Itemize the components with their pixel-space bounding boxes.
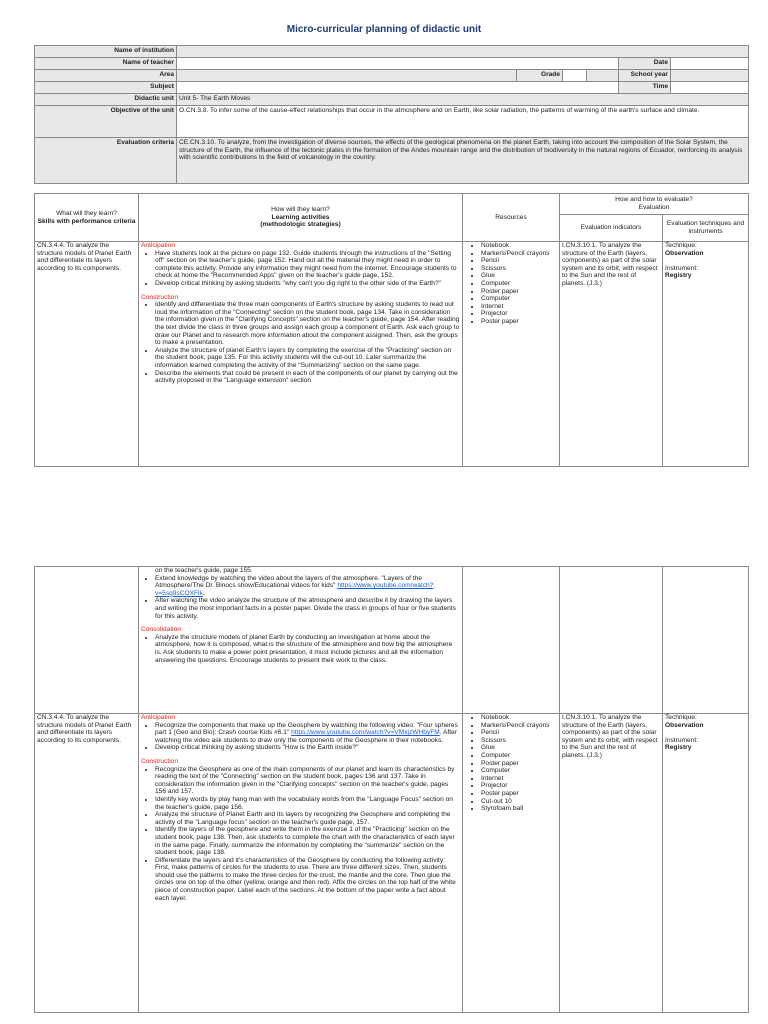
resource-item: • Notebook bbox=[481, 714, 557, 722]
construction-list-cont bbox=[141, 575, 460, 621]
header-row bbox=[35, 194, 749, 215]
video-text: Extend knowledge by watching the video about the layers of the atmosphere. "Layers of the Atmosphere/The Dr. Binocs show/Educational videos for kids" bbox=[155, 574, 422, 590]
learning-header bbox=[139, 194, 463, 242]
anticipation-list bbox=[141, 250, 460, 288]
objective-label: Objective of the unit bbox=[35, 106, 177, 138]
list-item: • Identify and differentiate the three main components of Earth's structure by asking students to read out loud the information of the "Connecting" section on the student book, page 134. Take in consideration the information given in the "Clarifying Concepts" section on the teacher's guide, page 154. After reading the text divide the class in three groups and assign each group a component of Earth. Ask each group to draw our Planet and to research more information about the component assigned. Then, ask the groups to make a presentation. bbox=[155, 301, 460, 347]
unit-label: Didactic unit bbox=[35, 94, 177, 106]
criteria-row bbox=[35, 138, 749, 184]
objective-value: O.CN.3.8. To infer some of the cause-effect relationships that occur in the atmosphere and on Earth, like solar radiation, the patterns of warming of the earth's surface and climate. bbox=[177, 106, 749, 138]
resource-item: • Poster paper bbox=[481, 790, 557, 798]
instrument-value: Registry bbox=[665, 272, 692, 280]
table-row bbox=[35, 567, 749, 714]
learning-title: Learning activities bbox=[271, 213, 330, 221]
phase-consolidation: Consolidation bbox=[141, 626, 181, 634]
resource-item: • Computer bbox=[481, 767, 557, 775]
list-item: • After watching the video analyze the structure of the atmosphere and describe it by drawing the layers and writing the most important facts in a poster paper. Divide the class in groups of four or five students for this activity. bbox=[155, 597, 460, 620]
area-spacer bbox=[587, 70, 619, 82]
resource-item: • Poster paper bbox=[481, 288, 557, 296]
resource-item: • Pencil bbox=[481, 257, 557, 265]
resources-cell bbox=[463, 242, 560, 467]
institution-row bbox=[35, 46, 749, 58]
technique-label: Technique: bbox=[665, 714, 697, 721]
grade-value bbox=[563, 70, 587, 82]
resource-item: • Scissors bbox=[481, 265, 557, 273]
list-item: • Describe the elements that could be present in each of the components of our planet by carrying out the activity proposed in the "Language extension" section bbox=[155, 370, 460, 385]
subject-row bbox=[35, 82, 749, 94]
list-item: • Recognize the Geosphere as one of the main components of our planet and learn its characteristics by reading the text of the "Connecting" section on the student book, pages 136 and 137. Take in consideration the information given in the "Clarifying concepts" section on the teacher's guide, pages 156 and 157. bbox=[155, 766, 460, 796]
list-item: • Analyze the structure of planet Earth's layers by completing the exercise of the "Practicing" section on the student book, page 135. For this activity students will the cut-out 10. Later summarize the information learned completing the activity of the "Summarizing" section on the same page. bbox=[155, 347, 460, 370]
teacher-row bbox=[35, 58, 749, 70]
instrument-label: Instrument: bbox=[665, 736, 698, 744]
learning-question: How will they learn? bbox=[271, 206, 330, 214]
skill-cell: CN.3.4.4. To analyze the structure models of Planet Earth and differentiate its layers according to its components. bbox=[35, 714, 139, 1013]
list-item: • Identify key words by play hang man with the vocabulary words from the "Language Focus" section on the teacher's guide, page 156. bbox=[155, 796, 460, 811]
resource-item: • Pencil bbox=[481, 729, 557, 737]
school-year-value bbox=[671, 70, 749, 82]
info-section bbox=[34, 45, 748, 184]
grade-label: Grade bbox=[517, 70, 563, 82]
instrument-label: Instrument: bbox=[665, 264, 698, 272]
unit-row bbox=[35, 94, 749, 106]
resource-item: • Glue bbox=[481, 272, 557, 280]
activities-cell bbox=[139, 714, 463, 1013]
construction-list bbox=[141, 301, 460, 385]
evaluation-header bbox=[560, 194, 749, 215]
indicator-cell: I.CN.3.10.1. To analyze the structure of the Earth (layers, components) as part of the solar system and its orbit, with respect to the Sun and the rest of planets. (J.3.) bbox=[560, 714, 663, 1013]
resource-item: • Poster paper bbox=[481, 318, 557, 326]
institution-value bbox=[177, 46, 749, 58]
technique-value: Observation bbox=[665, 721, 704, 729]
resources-cell bbox=[463, 714, 560, 1013]
resource-item: • Scissors bbox=[481, 737, 557, 745]
time-label: Time bbox=[619, 82, 671, 94]
resources-list bbox=[465, 242, 557, 326]
activities-cell bbox=[139, 242, 463, 467]
planning-section-1 bbox=[34, 193, 748, 467]
instrument-value: Registry bbox=[665, 744, 692, 752]
planning-section-2 bbox=[34, 566, 748, 1013]
table-row bbox=[35, 714, 749, 1013]
area-value bbox=[177, 70, 517, 82]
resource-item: • Internet bbox=[481, 303, 557, 311]
technique-cell bbox=[663, 242, 749, 467]
construction-list bbox=[141, 766, 460, 903]
criteria-label: Evaluation criteria bbox=[35, 138, 177, 184]
resource-item: • Computer bbox=[481, 280, 557, 288]
info-table bbox=[34, 45, 749, 184]
skills-header bbox=[35, 194, 139, 242]
criteria-value: CE.CN.3.10. To analyze, from the investigation of diverse sources, the effects of the geological phenomena on the planet Earth, taking into account the composition of the Solar System, the structure of the Earth, the influence of the tectonic plates in the formation of the Andes mountain range and the distribution of biodiversity in the natural regions of Ecuador, reinforcing its analysis with scientific contributions to the field of volcanology in the country. bbox=[177, 138, 749, 184]
resource-item: • Markers/Pencil crayons bbox=[481, 722, 557, 730]
area-label: Area bbox=[35, 70, 177, 82]
planning-table-2 bbox=[34, 566, 749, 1013]
resource-item: • Projector bbox=[481, 782, 557, 790]
consolidation-list bbox=[141, 634, 460, 664]
technique-cell-empty bbox=[663, 567, 749, 714]
subject-value bbox=[177, 82, 619, 94]
list-item bbox=[155, 722, 460, 745]
list-item: • Develop critical thinking by asking students "How is the Earth inside?" bbox=[155, 744, 460, 752]
technique-value: Observation bbox=[665, 249, 704, 257]
time-value bbox=[671, 82, 749, 94]
indicator-cell: I.CN.3.10.1. To analyze the structure of the Earth (layers, components) as part of the solar system and its orbit, with respect to the Sun and the rest of planets. (J.3.) bbox=[560, 242, 663, 467]
resource-item: • Cut-out 10 bbox=[481, 798, 557, 806]
technique-label: Technique: bbox=[665, 242, 697, 249]
skill-cell: CN.3.4.4. To analyze the structure models of Planet Earth and differentiate its layers according to its components. bbox=[35, 242, 139, 467]
resource-item: • Markers/Pencil crayons bbox=[481, 250, 557, 258]
resources-header: Resources bbox=[463, 194, 560, 242]
phase-anticipation: Anticipation bbox=[141, 242, 176, 249]
planning-table-1 bbox=[34, 193, 749, 467]
learning-subtitle: (methodologic strategies) bbox=[260, 221, 341, 229]
indicator-cell-empty bbox=[560, 567, 663, 714]
teacher-value bbox=[177, 58, 619, 70]
video-link[interactable]: https://www.youtube.com/watch?v=5sg9sCOXFlk bbox=[155, 582, 434, 597]
phase-construction: Construction bbox=[141, 293, 179, 301]
evaluate-question: How and how to evaluate? bbox=[615, 196, 693, 204]
resource-item: • Computer bbox=[481, 295, 557, 303]
resource-item: • Computer bbox=[481, 752, 557, 760]
evaluation-title: Evaluation bbox=[638, 204, 670, 211]
unit-value: Unit 5- The Earth Moves bbox=[177, 94, 749, 106]
table-row bbox=[35, 242, 749, 467]
list-item bbox=[155, 575, 460, 598]
list-item: • Have students look at the picture on page 132. Guide students through the instructions of the "Setting off" section on the teacher's guide, page 152. Hand out all the material they might need in order to complete this activity. Provide any information they might need from the internet. Encourage students to check at home the "Recommended Apps" given on the teacher's guide page, 152. bbox=[155, 250, 460, 280]
list-item: • Differentiate the layers and it's characteristics of the Geosphere by conducting the following activity: First, make patterns of circles for the students to use. There are three different sizes. Then, students should use the patterns to make the three circles for the crust, the mantle and the core. Then glue the circles one on top of the other (yellow, orange and then red). Affix the circles on the top half of the white piece of construction paper. Label each of the sections. At the bottom of the paper write a fact about each layer. bbox=[155, 857, 460, 903]
resource-item: • Notebook bbox=[481, 242, 557, 250]
skills-title: Skills with performance criteria bbox=[37, 217, 136, 225]
activities-cell bbox=[139, 567, 463, 714]
list-item: • Analyze the structure of Planet Earth and its layers by recognizing the Geosphere and completing the activity of the "Language focus" section on the teacher's guide page, 157. bbox=[155, 811, 460, 826]
techniques-header: Evaluation techniques and instruments bbox=[663, 215, 749, 242]
document-title: Micro-curricular planning of didactic unit bbox=[286, 24, 482, 35]
objective-row bbox=[35, 106, 749, 138]
resource-item: • Internet bbox=[481, 775, 557, 783]
resource-item: • Styrofoam ball bbox=[481, 805, 557, 813]
geo-video-text-end: . After watching the video ask students to draw only the components of the Geosphere in their notebooks. bbox=[155, 729, 457, 744]
teacher-label: Name of teacher bbox=[35, 58, 177, 70]
list-item: • Analyze the structure models of planet Earth by conducting an investigation at home about the atmosphere, how it is composed, what is the structure of the atmosphere and how big the atmosphere is. Ask students to make a power point presentation, it must include pictures and all the information answering the questions. Encourage students to present their work to the class. bbox=[155, 634, 460, 664]
list-item: • Develop critical thinking by asking students "why can't you dig right to the other side of the Earth?" bbox=[155, 280, 460, 288]
list-item: • Identify the layers of the geosphere and write them in the exercise 1 of the "Practicing" section on the student book, page 138. Then, ask students to complete the chart with the characteristics of each layer in the same page. Finally, summarize the information by completing the "summarize" section on the student book, page 138. bbox=[155, 826, 460, 856]
institution-label: Name of institution bbox=[35, 46, 177, 58]
resource-item: • Glue bbox=[481, 744, 557, 752]
continued-text: on the teacher's guide, page 155. bbox=[155, 567, 253, 574]
skill-cell-empty bbox=[35, 567, 139, 714]
resources-cell-empty bbox=[463, 567, 560, 714]
anticipation-list bbox=[141, 722, 460, 752]
date-value bbox=[671, 58, 749, 70]
school-year-label: School year bbox=[619, 70, 671, 82]
technique-cell bbox=[663, 714, 749, 1013]
resources-list bbox=[465, 714, 557, 813]
phase-construction: Construction bbox=[141, 757, 179, 765]
video-text-end: . bbox=[202, 589, 205, 597]
subject-label: Subject bbox=[35, 82, 177, 94]
geo-video-link[interactable]: https://www.youtube.com/watch?v=VMxjzWHbyFM bbox=[291, 729, 440, 737]
geo-video-text: Recognize the components that make up the Geosphere by watching the following video: "Four spheres part 1 (Geo and Bio): Crash course Kids #6.1" bbox=[155, 721, 458, 737]
resource-item: • Projector bbox=[481, 310, 557, 318]
phase-anticipation: Anticipation bbox=[141, 714, 176, 721]
resource-item: • Poster paper bbox=[481, 760, 557, 768]
area-row bbox=[35, 70, 749, 82]
date-label: Date bbox=[619, 58, 671, 70]
indicators-header: Evaluation indicators bbox=[560, 215, 663, 242]
skills-question: What will they learn? bbox=[56, 209, 117, 217]
